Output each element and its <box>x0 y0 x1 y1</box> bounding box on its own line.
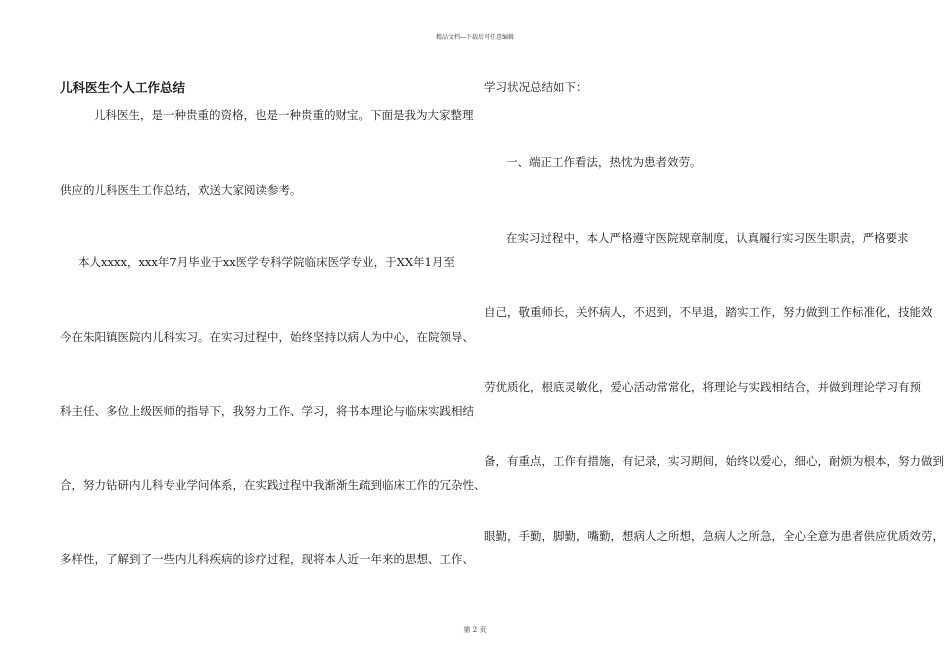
paragraph-line: 备，有重点，工作有措施，有记录，实习期间，始终以爱心，细心，耐烦为根本，努力做到 <box>484 454 944 468</box>
document-title: 儿科医生个人工作总结 <box>60 80 186 95</box>
page-header: 精品文档---下载后可任意编辑 <box>435 34 515 41</box>
paragraph-line: 自己，敬重师长，关怀病人，不迟到，不早退，踏实工作，努力做到工作标准化，技能效 <box>484 305 933 319</box>
paragraph-line: 儿科医生，是一种贵重的资格，也是一种贵重的财宝。下面是我为大家整理 <box>94 108 474 122</box>
paragraph-line: 科主任、多位上级医师的指导下，我努力工作、学习，将书本理论与临床实践相结 <box>60 404 474 418</box>
page-number: 第 2 页 <box>463 626 487 634</box>
paragraph-line: 劳优质化，根底灵敏化，爱心活动常常化，将理论与实践相结合，并做到理论学习有预 <box>484 380 921 394</box>
section-heading: 一、端正工作看法，热忱为患者效劳。 <box>506 155 702 169</box>
paragraph-line: 多样性，了解到了一些内儿科疾病的诊疗过程，现将本人近一年来的思想、工作、 <box>60 552 474 566</box>
paragraph-line: 眼勤，手勤，脚勤，嘴勤，想病人之所想，急病人之所急，全心全意为患者供应优质效劳， <box>484 529 944 543</box>
paragraph-line: 合，努力钻研内儿科专业学问体系，在实践过程中我渐渐生疏到临床工作的冗杂性、 <box>60 478 486 492</box>
paragraph-line: 今在朱阳镇医院内儿科实习。在实习过程中，始终坚持以病人为中心，在院领导、 <box>60 330 474 344</box>
paragraph-line: 学习状况总结如下： <box>484 80 588 94</box>
paragraph-line: 供应的儿科医生工作总结，欢送大家阅读参考。 <box>60 183 302 197</box>
paragraph-line: 在实习过程中，本人严格遵守医院规章制度，认真履行实习医生职责，严格要求 <box>506 231 909 245</box>
paragraph-line: 本人xxxx，xxx年7月毕业于xx医学专科学院临床医学专业，于XX年1月至 <box>78 255 455 269</box>
